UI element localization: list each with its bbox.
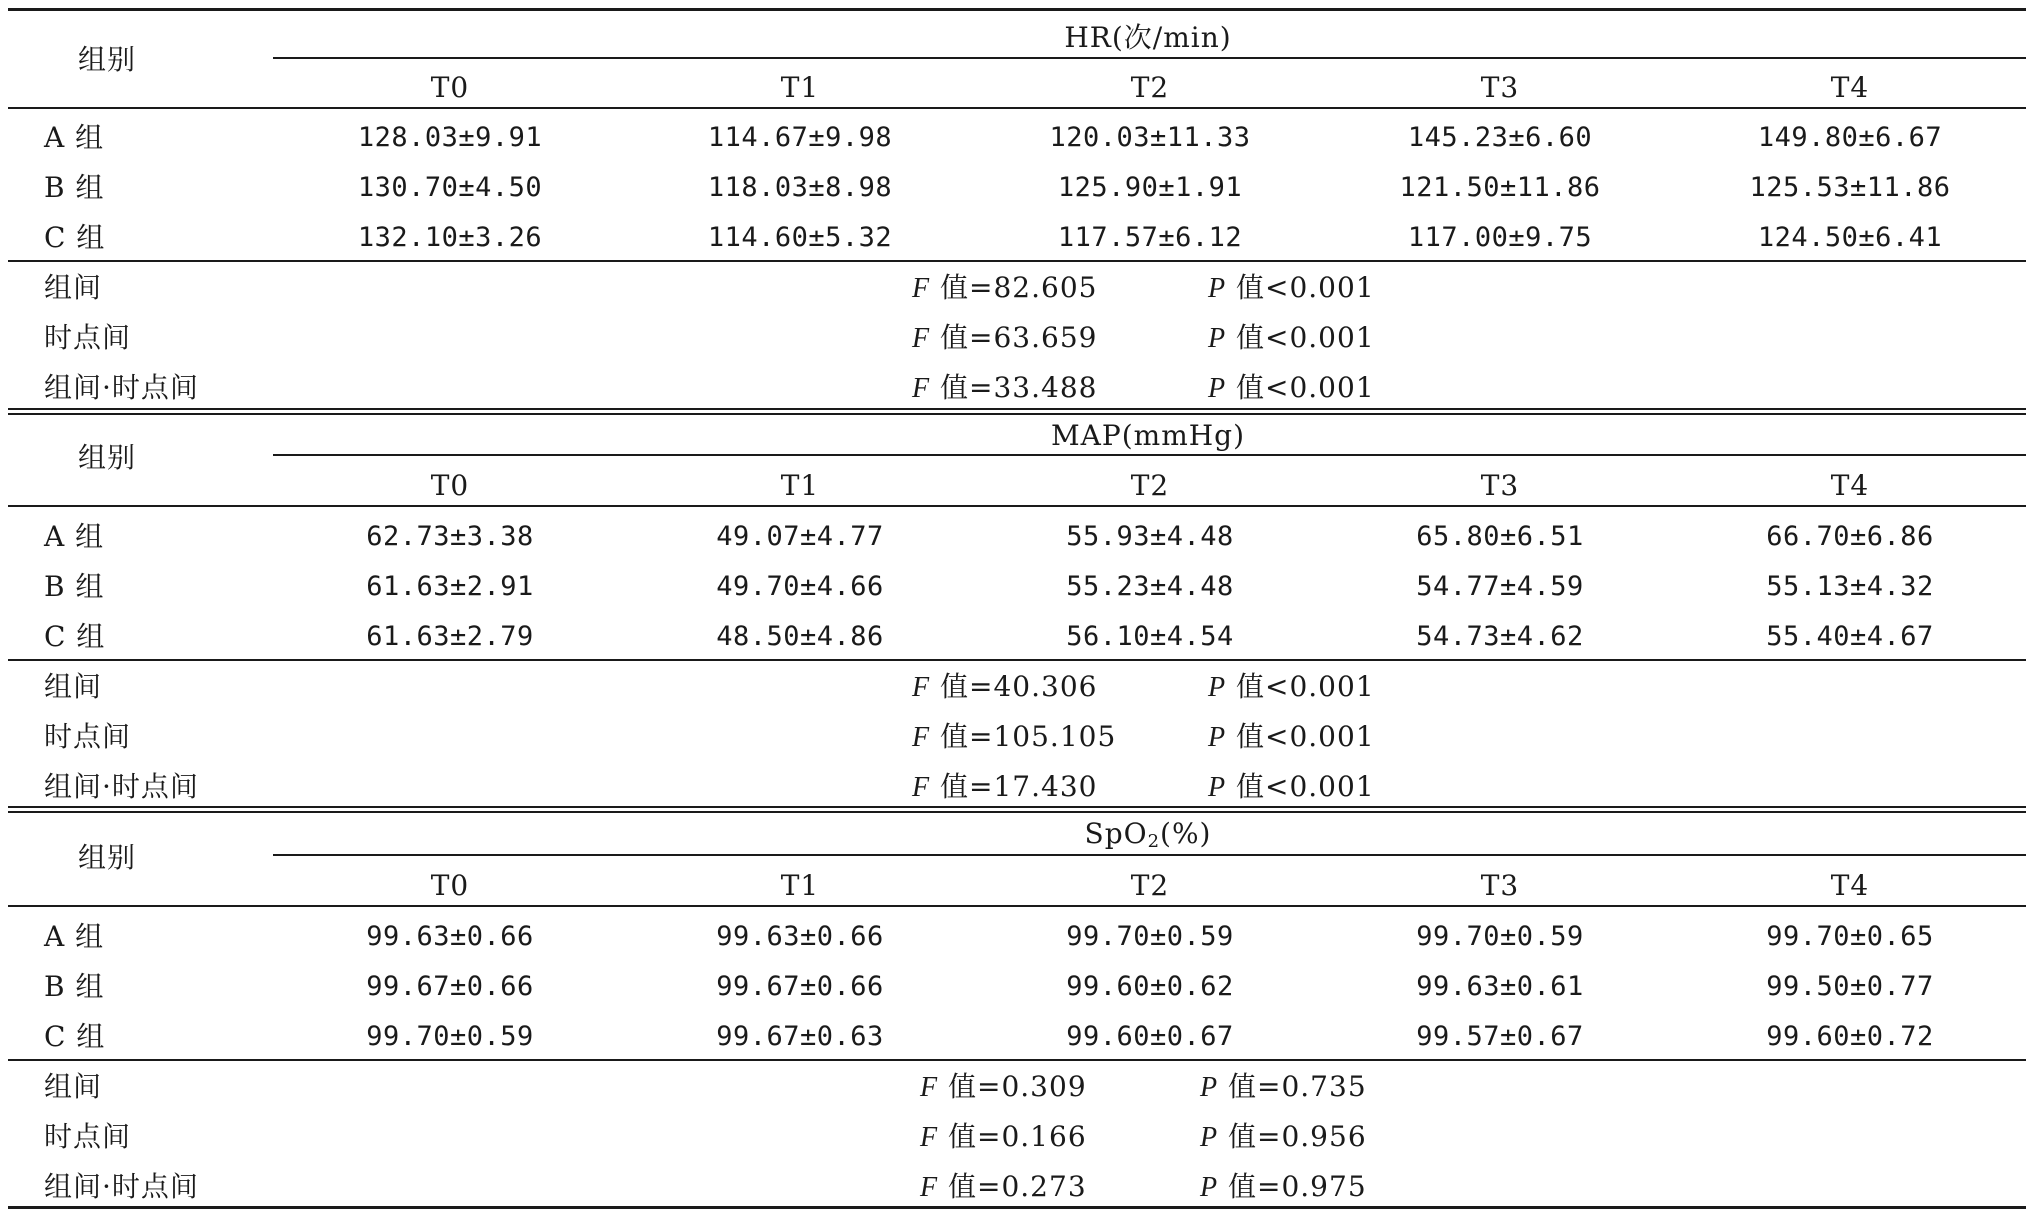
table-cell: 121.50±11.86 bbox=[1399, 172, 1601, 203]
group-a-label: A 组 bbox=[44, 520, 105, 553]
p-value: P 值<0.001 bbox=[1208, 770, 1375, 803]
stat-label-timepoints: 时点间 bbox=[44, 321, 132, 354]
header-rule bbox=[8, 505, 2026, 507]
hr-section bbox=[8, 8, 2026, 408]
group-b-label: B 组 bbox=[44, 570, 105, 603]
data-rule bbox=[8, 659, 2026, 661]
timepoint-t4: T4 bbox=[1830, 469, 1870, 502]
timepoint-t4: T4 bbox=[1830, 71, 1870, 104]
header-rule bbox=[8, 107, 2026, 109]
table-cell: 117.00±9.75 bbox=[1407, 222, 1593, 253]
timepoint-t1: T1 bbox=[780, 469, 820, 502]
table-cell: 128.03±9.91 bbox=[357, 122, 543, 153]
table-cell: 99.70±0.65 bbox=[1766, 921, 1934, 952]
stat-label-interaction: 组间·时点间 bbox=[44, 770, 199, 803]
stat-label-between-groups: 组间 bbox=[44, 670, 103, 703]
map-header: MAP(mmHg) bbox=[1050, 419, 1246, 452]
header-subrule bbox=[273, 454, 2026, 456]
table-cell: 66.70±6.86 bbox=[1766, 521, 1934, 552]
stat-label-timepoints: 时点间 bbox=[44, 1120, 132, 1153]
data-table bbox=[8, 8, 2026, 1210]
section-rule bbox=[8, 811, 2026, 813]
section-rule bbox=[8, 408, 2026, 410]
table-cell: 120.03±11.33 bbox=[1049, 122, 1251, 153]
table-cell: 99.50±0.77 bbox=[1766, 971, 1934, 1002]
table-cell: 61.63±2.91 bbox=[366, 571, 534, 602]
table-cell: 49.70±4.66 bbox=[716, 571, 884, 602]
stat-label-timepoints: 时点间 bbox=[44, 720, 132, 753]
table-cell: 65.80±6.51 bbox=[1416, 521, 1584, 552]
table-cell: 54.73±4.62 bbox=[1416, 621, 1584, 652]
group-c-label: C 组 bbox=[44, 221, 106, 254]
timepoint-t3: T3 bbox=[1480, 71, 1520, 104]
timepoint-t0: T0 bbox=[430, 469, 470, 502]
table-cell: 48.50±4.86 bbox=[716, 621, 884, 652]
group-column-header: 组别 bbox=[78, 43, 137, 76]
group-column-header: 组别 bbox=[78, 441, 137, 474]
p-value: P 值<0.001 bbox=[1208, 670, 1375, 703]
table-cell: 118.03±8.98 bbox=[707, 172, 893, 203]
p-value: P 值<0.001 bbox=[1208, 371, 1375, 404]
group-c-label: C 组 bbox=[44, 1020, 106, 1053]
f-value: F 值=82.605 bbox=[912, 271, 1098, 304]
f-value: F 值=105.105 bbox=[912, 720, 1117, 753]
header-subrule bbox=[273, 854, 2026, 856]
group-b-label: B 组 bbox=[44, 970, 105, 1003]
stat-label-between-groups: 组间 bbox=[44, 271, 103, 304]
data-rule bbox=[8, 260, 2026, 262]
timepoint-t1: T1 bbox=[780, 71, 820, 104]
bottom-rule bbox=[8, 1206, 2026, 1209]
header-subrule bbox=[273, 57, 2026, 59]
table-cell: 56.10±4.54 bbox=[1066, 621, 1234, 652]
header-rule bbox=[8, 905, 2026, 907]
group-a-label: A 组 bbox=[44, 920, 105, 953]
table-cell: 99.60±0.62 bbox=[1066, 971, 1234, 1002]
table-cell: 99.63±0.66 bbox=[366, 921, 534, 952]
timepoint-t0: T0 bbox=[430, 71, 470, 104]
timepoint-t2: T2 bbox=[1130, 869, 1170, 902]
f-value: F 值=0.166 bbox=[920, 1120, 1087, 1153]
hr-header: HR(次/min) bbox=[1064, 21, 1232, 54]
group-c-label: C 组 bbox=[44, 620, 106, 653]
timepoint-t1: T1 bbox=[780, 869, 820, 902]
map-section bbox=[8, 408, 2026, 806]
p-value: P 值<0.001 bbox=[1208, 271, 1375, 304]
table-cell: 99.70±0.59 bbox=[1066, 921, 1234, 952]
table-cell: 55.13±4.32 bbox=[1766, 571, 1934, 602]
table-cell: 125.53±11.86 bbox=[1749, 172, 1951, 203]
table-cell: 55.40±4.67 bbox=[1766, 621, 1934, 652]
table-cell: 99.70±0.59 bbox=[366, 1021, 534, 1052]
table-cell: 55.93±4.48 bbox=[1066, 521, 1234, 552]
data-rule bbox=[8, 1059, 2026, 1061]
table-cell: 99.63±0.66 bbox=[716, 921, 884, 952]
table-cell: 125.90±1.91 bbox=[1057, 172, 1243, 203]
table-cell: 62.73±3.38 bbox=[366, 521, 534, 552]
f-value: F 值=0.309 bbox=[920, 1070, 1087, 1103]
f-value: F 值=63.659 bbox=[912, 321, 1098, 354]
spo2-section bbox=[8, 806, 2026, 1210]
table-cell: 99.60±0.72 bbox=[1766, 1021, 1934, 1052]
table-cell: 99.67±0.63 bbox=[716, 1021, 884, 1052]
p-value: P 值=0.956 bbox=[1200, 1120, 1367, 1153]
table-cell: 99.57±0.67 bbox=[1416, 1021, 1584, 1052]
table-cell: 117.57±6.12 bbox=[1057, 222, 1243, 253]
table-cell: 61.63±2.79 bbox=[366, 621, 534, 652]
timepoint-t3: T3 bbox=[1480, 869, 1520, 902]
top-rule bbox=[8, 8, 2026, 11]
table-cell: 99.70±0.59 bbox=[1416, 921, 1584, 952]
stat-label-interaction: 组间·时点间 bbox=[44, 1170, 199, 1203]
f-value: F 值=40.306 bbox=[912, 670, 1098, 703]
timepoint-t4: T4 bbox=[1830, 869, 1870, 902]
table-cell: 99.67±0.66 bbox=[366, 971, 534, 1002]
table-cell: 99.63±0.61 bbox=[1416, 971, 1584, 1002]
section-rule bbox=[8, 413, 2026, 415]
table-cell: 114.60±5.32 bbox=[707, 222, 893, 253]
timepoint-t2: T2 bbox=[1130, 469, 1170, 502]
table-cell: 49.07±4.77 bbox=[716, 521, 884, 552]
table-cell: 124.50±6.41 bbox=[1757, 222, 1943, 253]
timepoint-t2: T2 bbox=[1130, 71, 1170, 104]
p-value: P 值<0.001 bbox=[1208, 321, 1375, 354]
p-value: P 值=0.735 bbox=[1200, 1070, 1367, 1103]
table-cell: 132.10±3.26 bbox=[357, 222, 543, 253]
f-value: F 值=0.273 bbox=[920, 1170, 1087, 1203]
timepoint-t0: T0 bbox=[430, 869, 470, 902]
p-value: P 值=0.975 bbox=[1200, 1170, 1367, 1203]
group-b-label: B 组 bbox=[44, 171, 105, 204]
table-cell: 99.67±0.66 bbox=[716, 971, 884, 1002]
stat-label-interaction: 组间·时点间 bbox=[44, 371, 199, 404]
table-cell: 130.70±4.50 bbox=[357, 172, 543, 203]
spo2-header: SpO$_2$(%) bbox=[1084, 817, 1212, 852]
stat-label-between-groups: 组间 bbox=[44, 1070, 103, 1103]
table-cell: 149.80±6.67 bbox=[1757, 122, 1943, 153]
p-value: P 值<0.001 bbox=[1208, 720, 1375, 753]
f-value: F 值=33.488 bbox=[912, 371, 1098, 404]
table-cell: 99.60±0.67 bbox=[1066, 1021, 1234, 1052]
table-cell: 54.77±4.59 bbox=[1416, 571, 1584, 602]
timepoint-t3: T3 bbox=[1480, 469, 1520, 502]
group-column-header: 组别 bbox=[78, 841, 137, 874]
table-cell: 145.23±6.60 bbox=[1407, 122, 1593, 153]
table-cell: 55.23±4.48 bbox=[1066, 571, 1234, 602]
table-cell: 114.67±9.98 bbox=[707, 122, 893, 153]
section-rule bbox=[8, 806, 2026, 808]
f-value: F 值=17.430 bbox=[912, 770, 1098, 803]
group-a-label: A 组 bbox=[44, 121, 105, 154]
